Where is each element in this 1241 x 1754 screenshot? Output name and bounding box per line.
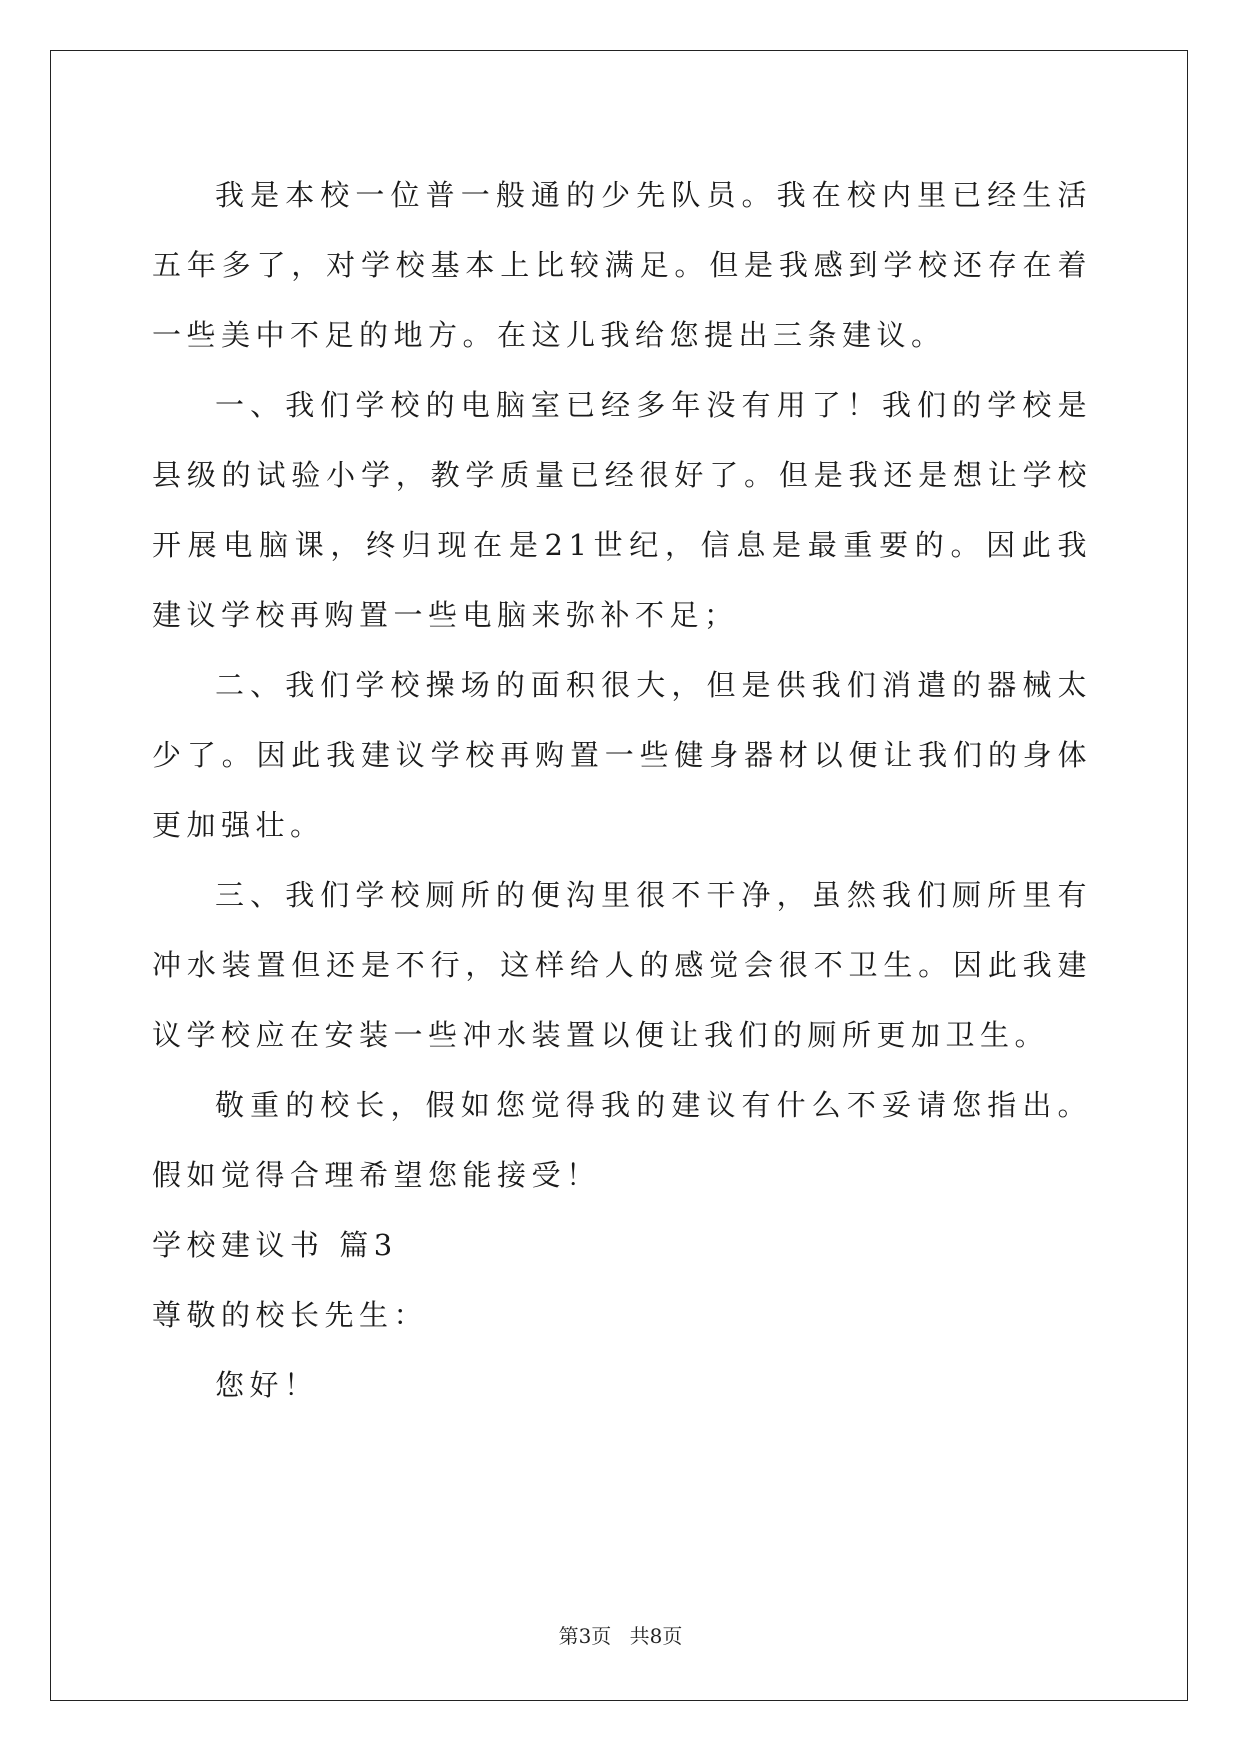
document-body	[152, 160, 1092, 1420]
paragraph-closing: 敬重的校长，假如您觉得我的建议有什么不妥请您指出。假如觉得合理希望您能接受！	[152, 1088, 1092, 1192]
greeting: 您好！	[215, 1368, 319, 1402]
salutation: 尊敬的校长先生：	[152, 1298, 429, 1332]
section-title: 学校建议书 篇3	[152, 1228, 398, 1262]
paragraph-intro: 我是本校一位普一般通的少先队员。我在校内里已经生活五年多了，对学校基本上比较满足。但是我感到学校还存在着一些美中不足的地方。在这儿我给您提出三条建议。	[152, 178, 1092, 352]
paragraph-suggestion-2: 二、我们学校操场的面积很大，但是供我们消遣的器械太少了。因此我建议学校再购置一些健身器材以便让我们的身体更加强壮。	[152, 668, 1092, 842]
paragraph-suggestion-3: 三、我们学校厕所的便沟里很不干净，虽然我们厕所里有冲水装置但还是不行，这样给人的感觉会很不卫生。因此我建议学校应在安装一些冲水装置以便让我们的厕所更加卫生。	[152, 878, 1092, 1052]
page-footer	[0, 1620, 1241, 1649]
page-number-total: 共8页	[629, 1624, 683, 1648]
paragraph-suggestion-1: 一、我们学校的电脑室已经多年没有用了！我们的学校是县级的试验小学，教学质量已经很好了。但是我还是想让学校开展电脑课，终归现在是21世纪，信息是最重要的。因此我建议学校再购置一些电脑来弥补不足；	[152, 388, 1092, 632]
page-number-current: 第3页	[558, 1624, 612, 1648]
